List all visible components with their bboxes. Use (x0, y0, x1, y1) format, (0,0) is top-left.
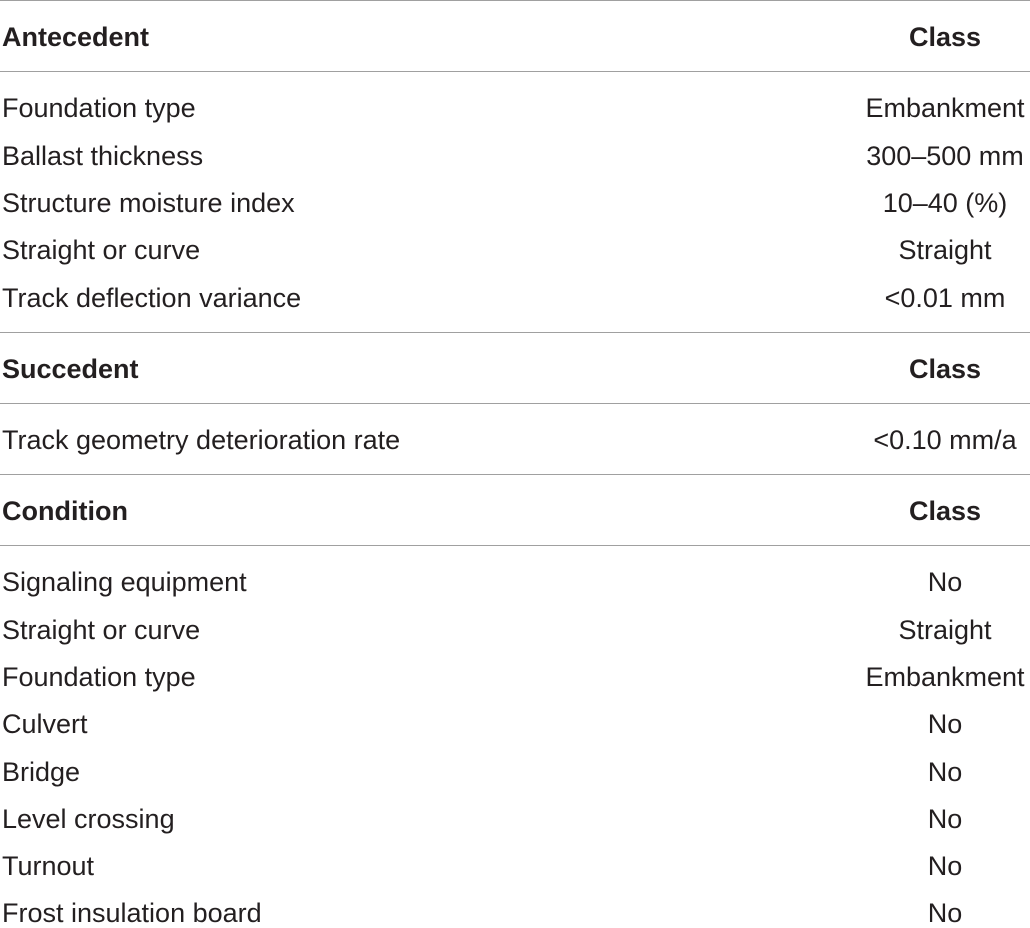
row-label: Level crossing (2, 804, 175, 834)
row-label: Bridge (2, 757, 81, 787)
row-class: <0.10 mm/a (873, 425, 1017, 455)
section-title: Condition (2, 496, 128, 526)
class-column-header: Class (908, 354, 982, 384)
section-divider (0, 545, 1030, 546)
section-title: Antecedent (2, 22, 150, 52)
row-class: No (927, 804, 963, 834)
section-divider (0, 332, 1030, 333)
class-column-header: Class (908, 496, 982, 526)
row-label: Ballast thickness (2, 141, 204, 171)
row-label: Track geometry deterioration rate (2, 425, 401, 455)
row-class: No (927, 898, 963, 928)
row-class: No (927, 567, 963, 597)
section-divider (0, 403, 1030, 404)
class-column-header: Class (908, 22, 982, 52)
row-class: No (927, 709, 963, 739)
row-label: Straight or curve (2, 235, 201, 265)
row-label: Frost insulation board (2, 898, 262, 928)
row-label: Structure moisture index (2, 188, 295, 218)
row-label: Turnout (2, 851, 95, 881)
row-class: 10–40 (%) (882, 188, 1008, 218)
section-title: Succedent (2, 354, 139, 384)
row-class: 300–500 mm (866, 141, 1024, 171)
section-divider (0, 71, 1030, 72)
row-class: Straight (898, 235, 992, 265)
section-divider (0, 474, 1030, 475)
row-label: Signaling equipment (2, 567, 247, 597)
row-label: Foundation type (2, 662, 196, 692)
row-class: Embankment (865, 93, 1025, 123)
table-top-rule (0, 0, 1030, 1)
row-label: Foundation type (2, 93, 196, 123)
row-class: Embankment (865, 662, 1025, 692)
row-class: <0.01 mm (884, 283, 1006, 313)
row-class: No (927, 757, 963, 787)
row-label: Culvert (2, 709, 88, 739)
row-class: Straight (898, 615, 992, 645)
row-label: Track deflection variance (2, 283, 302, 313)
row-class: No (927, 851, 963, 881)
row-label: Straight or curve (2, 615, 201, 645)
